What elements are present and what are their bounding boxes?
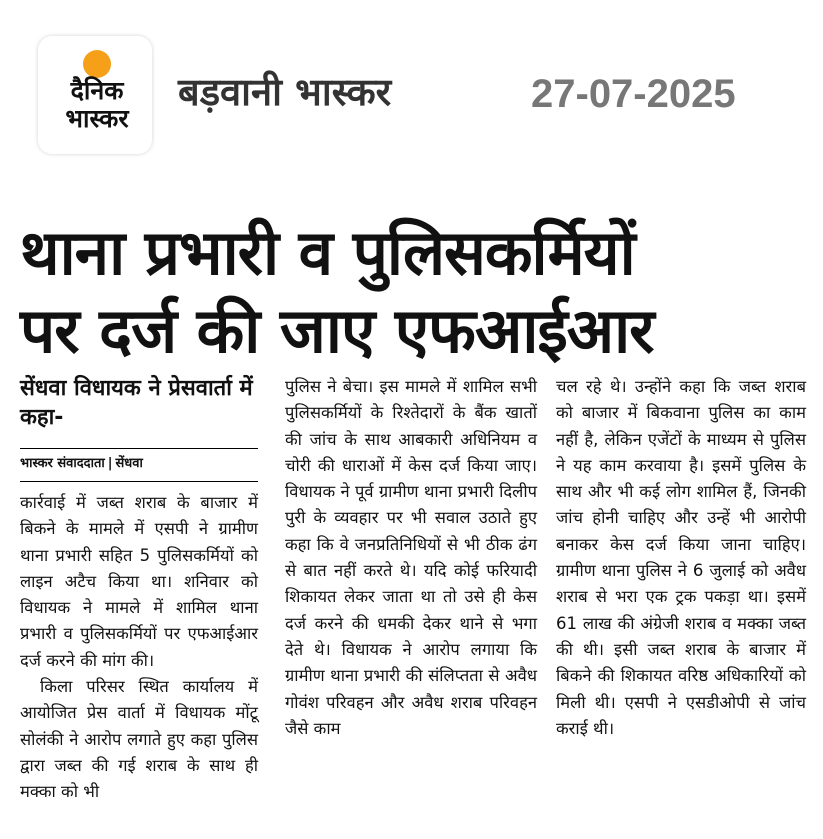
byline [20,448,258,473]
sun-icon [83,50,111,78]
headline-line-1: थाना प्रभारी व पुलिसकर्मियों [20,216,635,289]
edition-date: 27-07-2025 [531,72,736,116]
logo-text-line2: भास्कर [65,104,129,133]
byline-place: सेंधवा [115,456,143,471]
paragraph-1: कार्रवाई में जब्त शराब के बाजार में बिकने के मामले में एसपी ने ग्रामीण थाना प्रभारी सहित 5 पुलिसकर्मियों को लाइन अटैच किया था। शनिवार को विधायक ने मामले में शामिल थाना प्रभारी व पुलिसकर्मियों पर एफआईआर दर्ज करने की मांग की। [20,493,258,670]
article-column-3 [556,374,806,742]
byline-separator: | [107,456,113,471]
byline-divider [20,481,258,482]
headline-line-2: पर दर्ज की जाए एफआईआर [20,294,654,367]
edition-title: बड़वानी भास्कर [178,70,392,114]
dainik-bhaskar-logo [38,36,152,154]
byline-source: भास्कर संवाददाता [20,456,105,471]
column-2-text: पुलिस ने बेचा। इस मामले में शामिल सभी पुलिसकर्मियों के रिश्तेदारों के बैंक खातों की जांच के साथ आबकारी अधिनियम व चोरी की धाराओं में केस दर्ज किया जाए। विधायक ने पूर्व ग्रामीण थाना प्रभारी दिलीप पुरी के व्यवहार पर भी सवाल उठाते हुए कहा कि वे जनप्रतिनिधियों से भी ठीक ढंग से बात नहीं करते थे। यदि कोई फरियादी शिकायत लेकर जाता था तो उसे ही केस दर्ज करने की धमकी देकर थाने से भगा देते थे। विधायक ने आरोप लगाया कि ग्रामीण थाना प्रभारी की संलिप्तता से अवैध गोवंश परिवहन और अवैध शराब परिवहन जैसे काम [285,377,537,738]
logo-text-line1: दैनिक [70,76,124,105]
article-column-1 [20,374,258,806]
page-header [0,0,823,175]
article-column-2 [285,374,537,742]
paragraph-2: किला परिसर स्थित कार्यालय में आयोजित प्रेस वार्ता में विधायक मोंटू सोलंकी ने आरोप लगाते हुए कहा पुलिस द्वारा जब्त की गई शराब के साथ ही मक्का को भी [20,677,258,802]
column-3-text: चल रहे थे। उन्होंने कहा कि जब्त शराब को बाजार में बिकवाना पुलिस का काम नहीं है, लेकिन एजेंटों के माध्यम से पुलिस ने यह काम करवाया है। इसमें पुलिस के साथ और भी कई लोग शामिल हैं, जिनकी जांच होनी चाहिए और उन्हें भी आरोपी बनाकर केस दर्ज किया जाना चाहिए। ग्रामीण थाना पुलिस ने 6 जुलाई को अवैध शराब से भरा एक ट्रक पकड़ा था। इसमें 61 लाख की अंग्रेजी शराब व मक्का जब्त की थी। इसी जब्त शराब के बाजार में बिकने की शिकायत वरिष्ठ अधिकारियों को मिली थी। एसपी ने एसडीओपी से जांच कराई थी। [556,377,806,738]
article-headline [20,214,810,370]
article-deck: सेंधवा विधायक ने प्रेसवार्ता में कहा- [20,376,253,430]
